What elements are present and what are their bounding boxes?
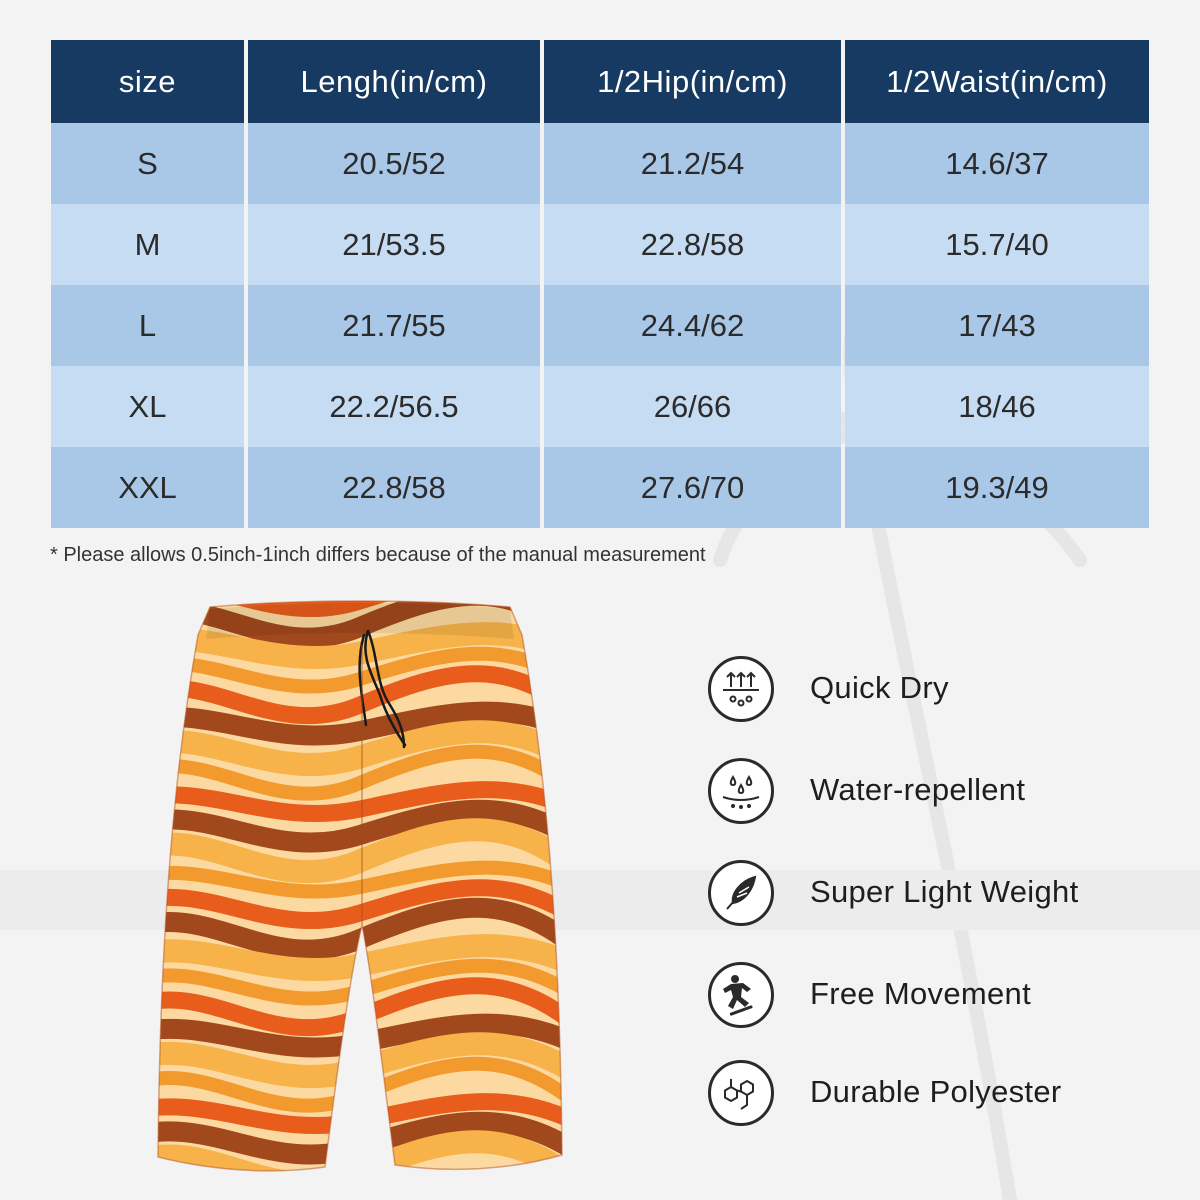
header-half-hip: 1/2Hip(in/cm) [544,40,841,123]
feature-label: Durable Polyester [810,1074,1062,1109]
feature-durable-polyester [708,1060,1148,1130]
feature-super-light-weight [708,860,1148,930]
feature-free-movement [708,962,1148,1032]
cell-hip: 24.4/62 [544,285,841,366]
feature-label: Super Light Weight [810,874,1079,909]
cell-length: 21/53.5 [248,204,540,285]
table-row [51,366,1149,447]
table-row [51,123,1149,204]
table-header-row [51,40,1149,123]
table-row [51,285,1149,366]
table-row [51,204,1149,285]
header-length: Lengh(in/cm) [248,40,540,123]
cell-waist: 19.3/49 [845,447,1149,528]
cell-size: M [51,204,244,285]
cell-size: S [51,123,244,204]
header-size: size [51,40,244,123]
water-repellent-icon [708,758,774,824]
cell-hip: 26/66 [544,366,841,447]
table-row [51,447,1149,528]
feature-label: Water-repellent [810,772,1026,807]
cell-waist: 15.7/40 [845,204,1149,285]
size-chart-table [47,40,1153,528]
feather-icon [708,860,774,926]
cell-size: XL [51,366,244,447]
skateboarder-icon [708,962,774,1028]
measurement-note: * Please allows 0.5inch-1inch differs because of the manual measurement [50,544,706,566]
cell-length: 20.5/52 [248,123,540,204]
cell-waist: 17/43 [845,285,1149,366]
cell-length: 22.2/56.5 [248,366,540,447]
feature-water-repellent [708,758,1148,828]
cell-size: L [51,285,244,366]
cell-hip: 22.8/58 [544,204,841,285]
feature-label: Free Movement [810,976,1031,1011]
cell-waist: 14.6/37 [845,123,1149,204]
cell-waist: 18/46 [845,366,1149,447]
cell-length: 22.8/58 [248,447,540,528]
cell-hip: 21.2/54 [544,123,841,204]
cell-size: XXL [51,447,244,528]
molecule-icon [708,1060,774,1126]
cell-length: 21.7/55 [248,285,540,366]
feature-label: Quick Dry [810,670,949,705]
stripe-pattern [150,1180,570,1195]
swim-shorts-image [150,595,570,1195]
header-half-waist: 1/2Waist(in/cm) [845,40,1149,123]
feature-quick-dry [708,656,1148,726]
cell-hip: 27.6/70 [544,447,841,528]
quick-dry-icon [708,656,774,722]
